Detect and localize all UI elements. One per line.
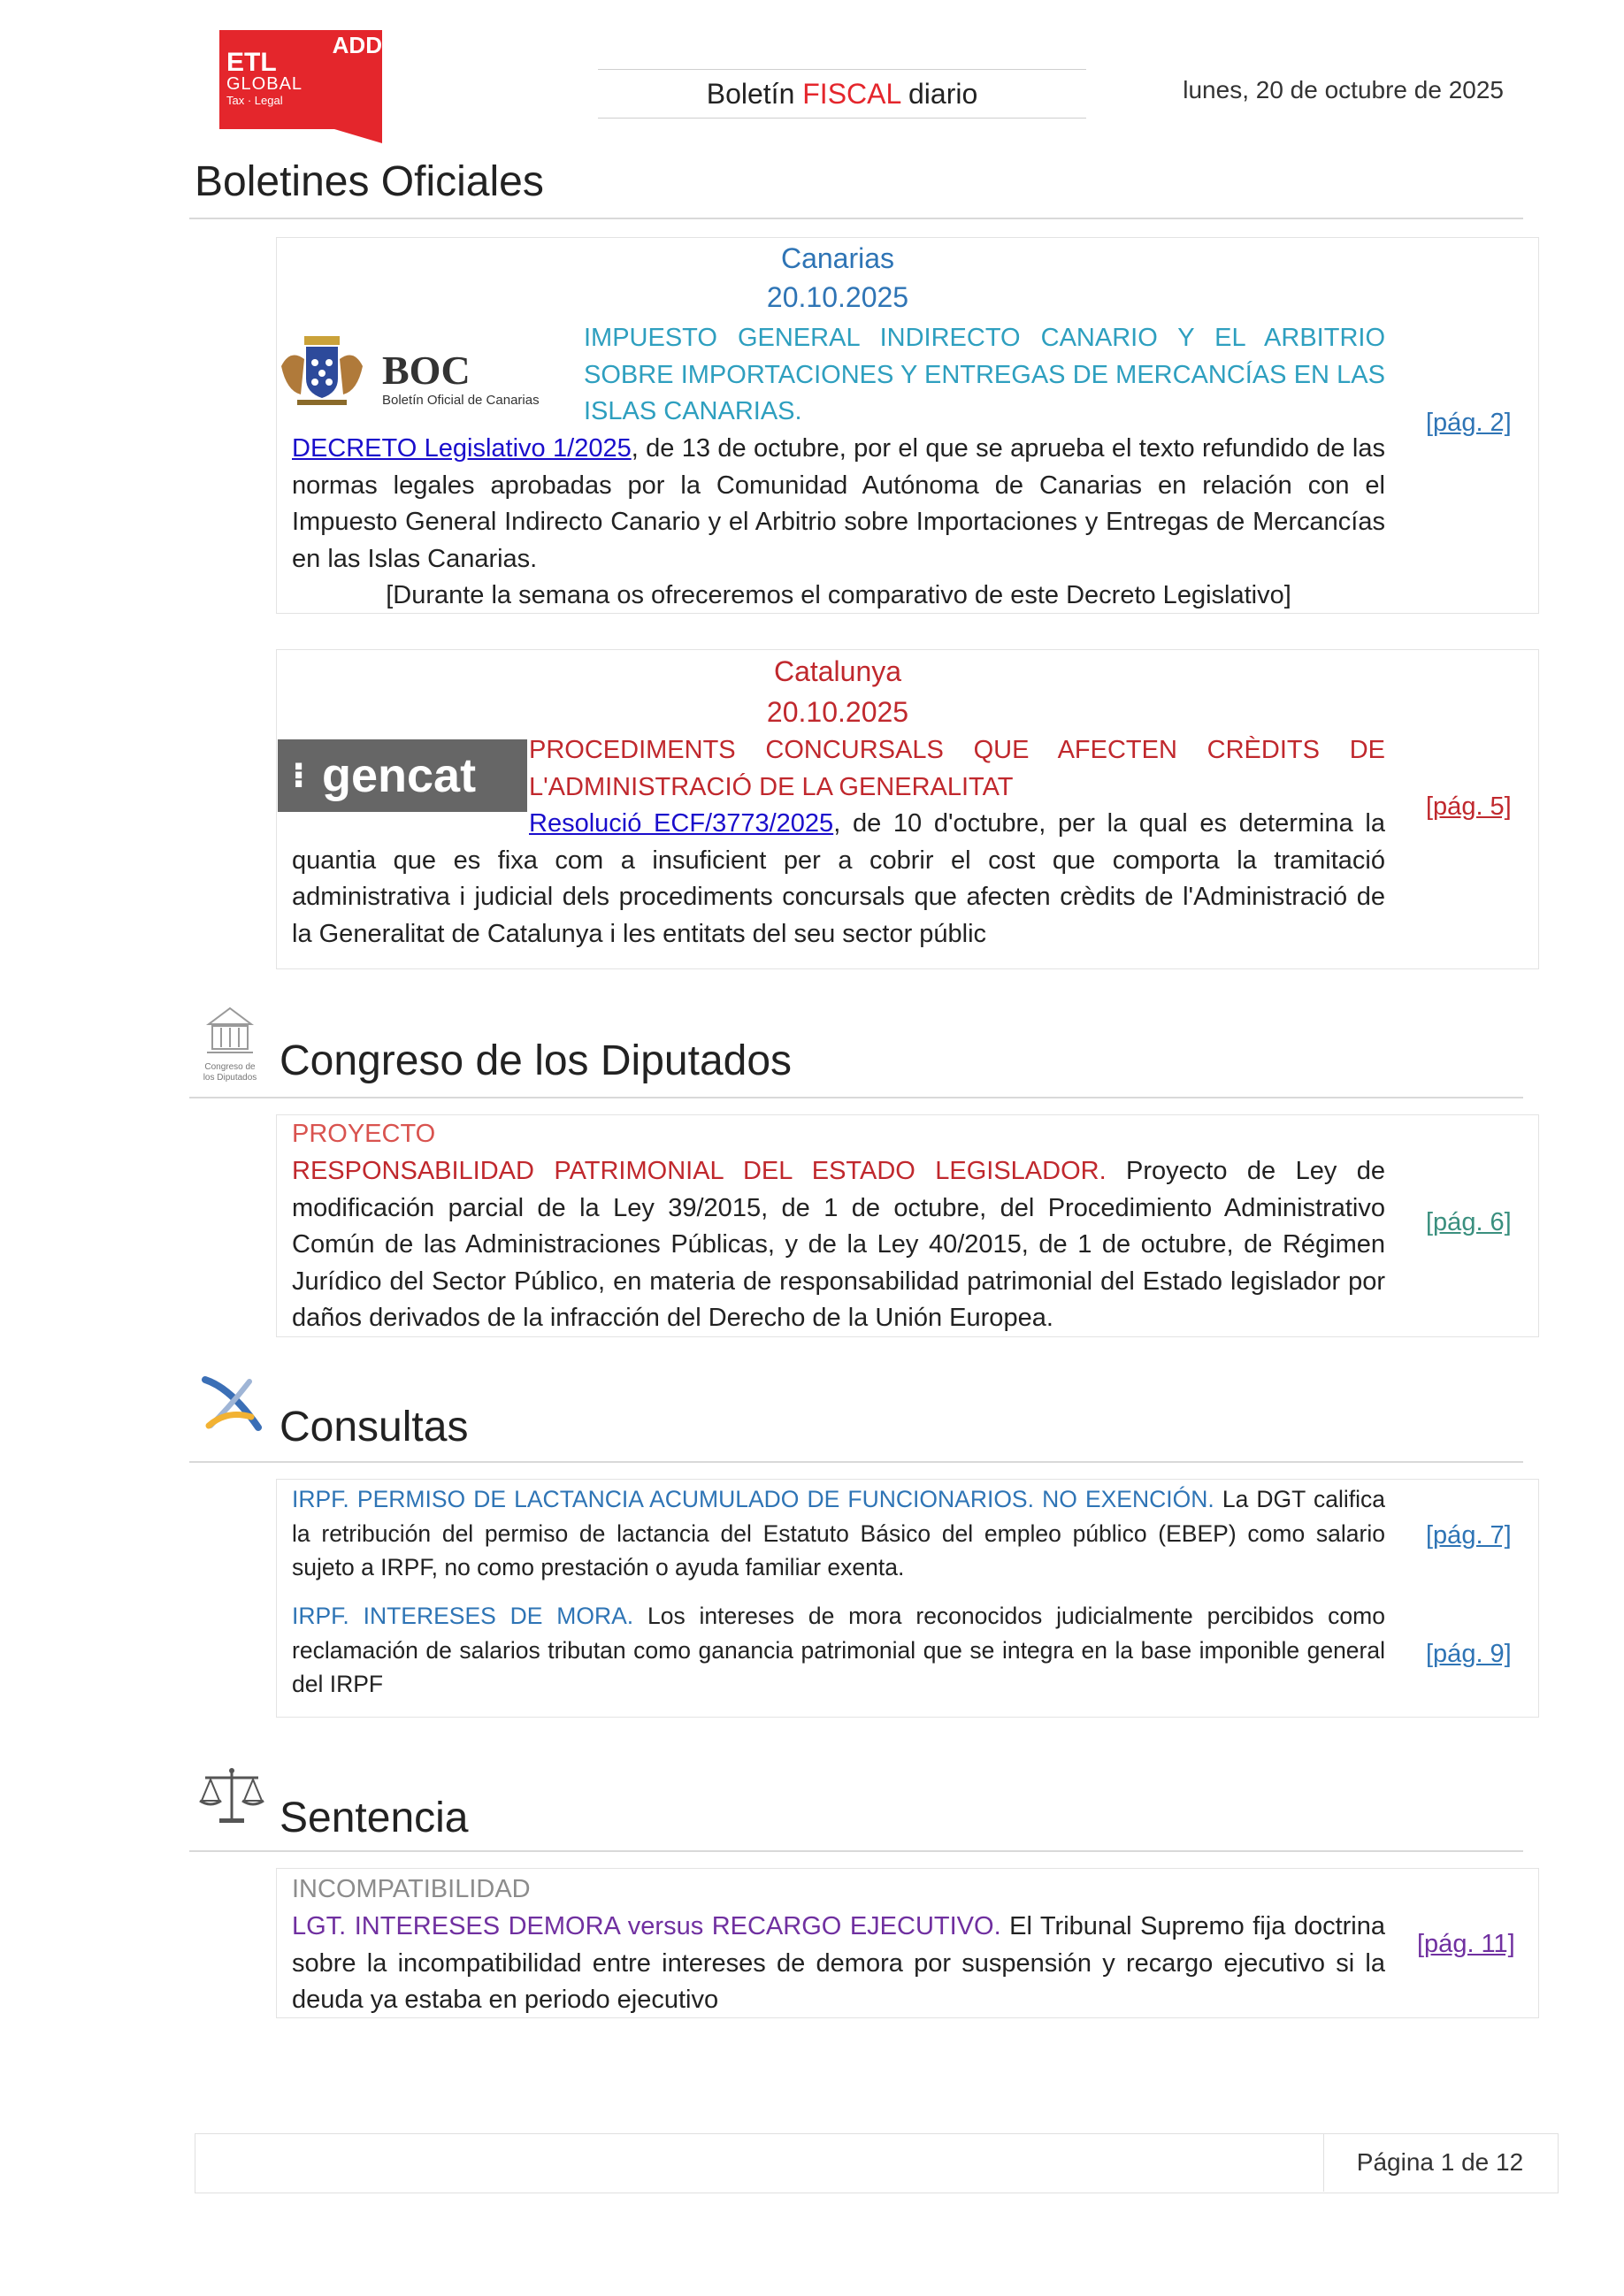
canarias-decree-link[interactable]: DECRETO Legislativo 1/2025 <box>292 434 632 463</box>
title-post: diario <box>900 78 978 110</box>
logo-add-text: ADD <box>332 32 382 58</box>
catalunya-resolution-link[interactable]: Resolució ECF/3773/2025 <box>529 809 834 838</box>
canarias-date: 20.10.2025 <box>766 281 909 313</box>
canarias-body <box>292 431 1385 578</box>
congreso-page-link[interactable]: [pág. 6] <box>1426 1208 1512 1236</box>
consulta-heading: IRPF. INTERESES DE MORA. <box>292 1603 634 1629</box>
congreso-tag: PROYECTO <box>292 1120 436 1148</box>
consulta-text: La DGT califica la retribución del permiso de lactancia del Estatuto Básico del empleo público (EBEP) como salario sujeto a IRPF, no como prestación o ayuda familiar exenta. <box>292 1486 1385 1580</box>
sentencia-text: El Tribunal Supremo fija doctrina sobre la incompatibilidad entre intereses de demora por suspensión y recargo ejecutivo si la deuda ya estaba en periodo ejecutivo <box>292 1912 1385 2014</box>
catalunya-date: 20.10.2025 <box>766 696 909 728</box>
catalunya-page-link[interactable]: [pág. 5] <box>1426 792 1512 821</box>
section-title-sentencia: Sentencia <box>280 1795 469 1841</box>
catalunya-body <box>292 806 1385 953</box>
gencat-logo <box>278 739 527 812</box>
congreso-text: Proyecto de Ley de modificación parcial de la Ley 39/2015, de 1 de octubre, del Procedimiento Administrativo Común de las Administraciones Públicas, y de la Ley 40/2015, de 1 de octubre, de Régimen Jurídico del Sector Público, en materia de responsabilidad patrimonial del Estado legislador por daños derivados de la infracción del Derecho de la Unión Europea. <box>292 1157 1385 1332</box>
congress-building-icon <box>200 1005 260 1058</box>
consulta-text: Los intereses de mora reconocidos judicialmente percibidos como reclamación de salarios tributan como ganancia patrimonial que se integra en la base imponible general del IRPF <box>292 1603 1385 1697</box>
page-number: Página 1 de 12 <box>1356 2148 1524 2176</box>
scales-icon <box>196 1764 267 1829</box>
sentencia-page-link[interactable]: [pág. 11] <box>1417 1930 1515 1958</box>
section-title-boletines: Boletines Oficiales <box>195 158 544 205</box>
boc-shield-icon <box>278 331 366 414</box>
catalunya-heading: PROCEDIMENTS CONCURSALS QUE AFECTEN CRÈDITS DE L'ADMINISTRACIÓ DE LA GENERALITAT <box>529 736 1385 801</box>
boc-logo-text: BOC <box>382 348 471 393</box>
congreso-icon <box>200 1005 260 1083</box>
boc-logo <box>278 331 557 414</box>
tax-agency-icon <box>196 1373 267 1438</box>
sentencia-body <box>292 1909 1385 2019</box>
canarias-note: [Durante la semana os ofreceremos el comparativo de este Decreto Legislativo] <box>386 581 1291 609</box>
section-title-consultas: Consultas <box>280 1404 469 1450</box>
consulta-page-link[interactable]: [pág. 9] <box>1426 1640 1512 1668</box>
canarias-heading: IMPUESTO GENERAL INDIRECTO CANARIO Y EL ARBITRIO SOBRE IMPORTACIONES Y ENTREGAS DE MERCANCÍAS EN LAS ISLAS CANARIAS. <box>584 324 1385 425</box>
canarias-page-link[interactable]: [pág. 2] <box>1426 409 1512 437</box>
header-date: lunes, 20 de octubre de 2025 <box>1183 76 1504 103</box>
catalunya-region: Catalunya <box>773 655 902 687</box>
gencat-logo-text: gencat <box>322 749 477 802</box>
logo-etl-text: ETL <box>226 48 277 77</box>
sentencia-heading: LGT. INTERESES DEMORA versus RECARGO EJECUTIVO. <box>292 1912 1001 1940</box>
section-title-congreso: Congreso de los Diputados <box>280 1037 793 1084</box>
consultas-icon <box>196 1373 267 1438</box>
consulta-heading: IRPF. PERMISO DE LACTANCIA ACUMULADO DE FUNCIONARIOS. NO EXENCIÓN. <box>292 1486 1214 1512</box>
consulta-page-link[interactable]: [pág. 7] <box>1426 1521 1512 1550</box>
sentencia-icon <box>196 1764 267 1829</box>
congreso-icon-label: Congreso de los Diputados <box>203 1062 257 1083</box>
bulletin-title <box>598 69 1086 119</box>
logo-tax-text: Tax · Legal <box>226 94 283 107</box>
consulta-item <box>292 1482 1385 1585</box>
consulta-item <box>292 1599 1385 1702</box>
section-rule <box>189 218 1523 219</box>
logo-global-text: GLOBAL <box>226 74 303 94</box>
canarias-text: , de 13 de octubre, por el que se aprueba el texto refundido de las normas legales aprobadas por la Comunidad Autónoma de Canarias en relación con el Impuesto General Indirecto Canario y el Arbitrio sobre Importaciones y Entregas de Mercancías en las Islas Canarias. <box>292 434 1385 573</box>
title-pre: Boletín <box>706 78 803 110</box>
sentencia-tag: INCOMPATIBILIDAD <box>292 1875 531 1903</box>
canarias-region: Canarias <box>780 242 895 274</box>
congreso-heading: RESPONSABILIDAD PATRIMONIAL DEL ESTADO LEGISLADOR. <box>292 1157 1107 1185</box>
catalunya-text: , de 10 d'octubre, per la qual es determina la quantia que es fixa com a insuficient per a cobrir el cost que comporta la tramitació administrativa i judicial dels procediments concursals que afecten crèdits de l'Administració de la Generalitat de Catalunya i les entitats del seu sector públic <box>292 809 1385 948</box>
boc-logo-subtitle: Boletín Oficial de Canarias <box>382 393 540 408</box>
title-accent: FISCAL <box>802 78 901 110</box>
gencat-dots-icon: ⁝ <box>292 756 306 795</box>
section-rule <box>189 1461 1523 1463</box>
etl-global-logo <box>219 30 382 143</box>
section-rule <box>189 1850 1523 1852</box>
congreso-body <box>292 1153 1385 1337</box>
section-rule <box>189 1097 1523 1098</box>
